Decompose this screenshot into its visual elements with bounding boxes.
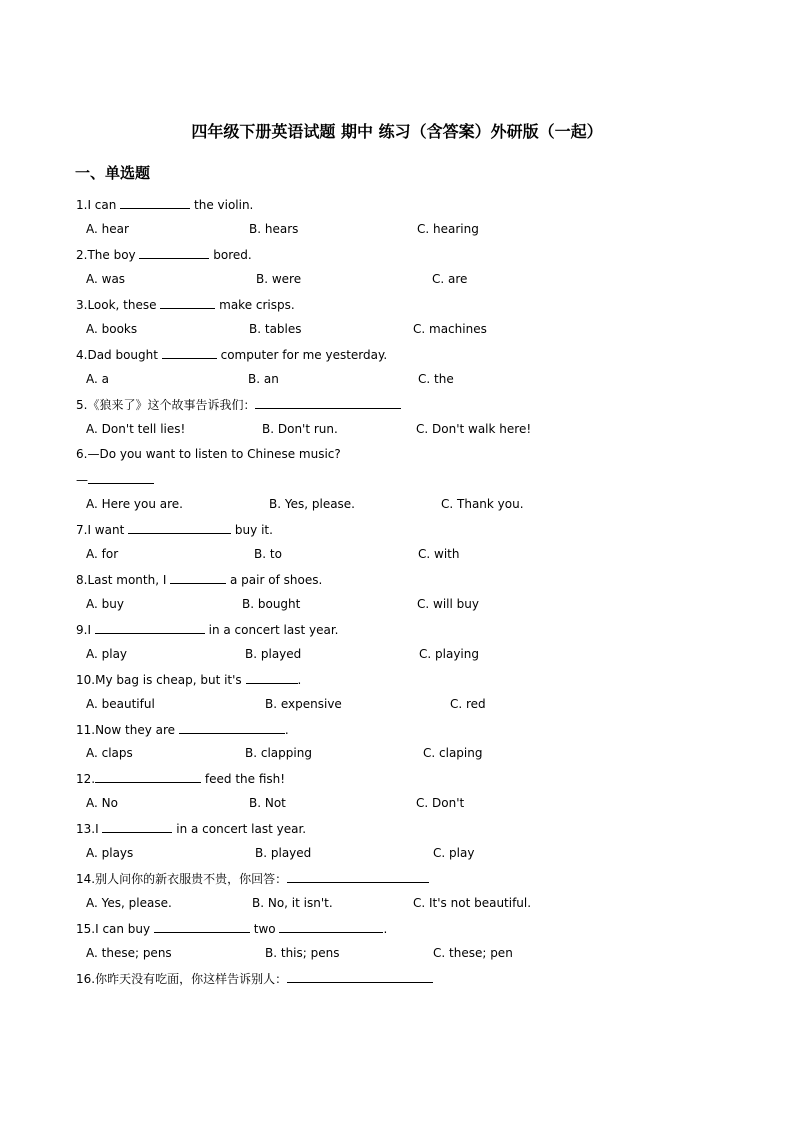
option-c[interactable]: C. hearing (417, 222, 479, 236)
option-a[interactable]: A. beautiful (86, 697, 155, 711)
question-text: bored. (209, 248, 252, 262)
question-text: 16.你昨天没有吃面，你这样告诉别人： (76, 972, 288, 986)
question-text: two (249, 922, 280, 936)
option-a[interactable]: A. hear (86, 222, 129, 236)
question-text: 12. (76, 772, 96, 786)
option-c[interactable]: C. these; pen (433, 946, 513, 960)
option-c[interactable]: C. claping (423, 746, 483, 760)
option-c[interactable]: C. machines (413, 322, 487, 336)
question-9 (76, 621, 338, 638)
question-text: in a concert last year. (204, 623, 339, 637)
option-a[interactable]: A. plays (86, 846, 134, 860)
response-line (76, 471, 154, 488)
answer-blank[interactable] (120, 196, 190, 209)
option-a[interactable]: A. claps (86, 746, 133, 760)
option-a[interactable]: A. play (86, 647, 128, 661)
question-13 (76, 820, 306, 837)
question-text: computer for me yesterday. (216, 348, 388, 362)
option-b[interactable]: B. Yes, please. (269, 497, 355, 511)
question-text: make crisps. (215, 298, 295, 312)
option-c[interactable]: C. the (418, 372, 454, 386)
option-b[interactable]: B. this; pens (265, 946, 340, 960)
option-c[interactable]: C. Don't walk here! (416, 422, 532, 436)
answer-blank[interactable] (279, 920, 383, 933)
option-c[interactable]: C. It's not beautiful. (413, 896, 532, 910)
question-text: 10.My bag is cheap, but it's (76, 673, 246, 687)
question-text: . (297, 673, 302, 687)
option-b[interactable]: B. tables (249, 322, 302, 336)
option-b[interactable]: B. played (255, 846, 312, 860)
option-c[interactable]: C. playing (419, 647, 479, 661)
question-2 (76, 246, 252, 263)
answer-blank[interactable] (95, 621, 205, 634)
question-1 (76, 196, 253, 213)
option-b[interactable]: B. Not (249, 796, 286, 810)
option-c[interactable]: C. will buy (417, 597, 479, 611)
question-15 (76, 920, 387, 937)
option-b[interactable]: B. Don't run. (262, 422, 338, 436)
question-text: 8.Last month, I (76, 573, 171, 587)
answer-blank[interactable] (287, 870, 429, 883)
question-14 (76, 870, 429, 887)
question-text: 15.I can buy (76, 922, 154, 936)
option-b[interactable]: B. hears (249, 222, 299, 236)
question-7 (76, 521, 273, 538)
question-text: in a concert last year. (172, 822, 307, 836)
question-8 (76, 571, 322, 588)
option-b[interactable]: B. No, it isn't. (252, 896, 333, 910)
answer-blank[interactable] (139, 246, 209, 259)
option-b[interactable]: B. clapping (245, 746, 312, 760)
option-b[interactable]: B. an (248, 372, 279, 386)
question-text: a pair of shoes. (226, 573, 323, 587)
document-title: 四年级下册英语试题 期中 练习（含答案）外研版（一起） (191, 122, 603, 141)
answer-blank[interactable] (95, 770, 201, 783)
option-b[interactable]: B. were (256, 272, 302, 286)
answer-blank[interactable] (287, 970, 433, 983)
answer-blank[interactable] (179, 721, 285, 734)
question-text: 11.Now they are (76, 723, 179, 737)
question-text: 6.—Do you want to listen to Chinese music? (76, 447, 341, 461)
answer-blank[interactable] (154, 920, 250, 933)
option-c[interactable]: C. Don't (416, 796, 465, 810)
answer-blank[interactable] (246, 671, 298, 684)
option-a[interactable]: A. was (86, 272, 126, 286)
question-4 (76, 346, 387, 363)
option-b[interactable]: B. bought (242, 597, 301, 611)
option-a[interactable]: A. these; pens (86, 946, 172, 960)
option-a[interactable]: A. No (86, 796, 118, 810)
option-a[interactable]: A. Yes, please. (86, 896, 172, 910)
option-b[interactable]: B. to (254, 547, 282, 561)
answer-blank[interactable] (162, 346, 217, 359)
option-c[interactable]: C. are (432, 272, 468, 286)
option-b[interactable]: B. played (245, 647, 302, 661)
question-10 (76, 671, 301, 688)
question-text: 9.I (76, 623, 95, 637)
option-c[interactable]: C. play (433, 846, 475, 860)
question-3 (76, 296, 295, 313)
option-a[interactable]: A. books (86, 322, 138, 336)
question-text: 2.The boy (76, 248, 140, 262)
answer-blank[interactable] (255, 396, 401, 409)
question-11 (76, 721, 289, 738)
question-text: 5.《狼来了》这个故事告诉我们： (76, 398, 256, 412)
answer-blank[interactable] (170, 571, 226, 584)
question-text: 4.Dad bought (76, 348, 162, 362)
option-c[interactable]: C. Thank you. (441, 497, 524, 511)
question-text: . (284, 723, 289, 737)
question-6 (76, 446, 341, 462)
option-a[interactable]: A. buy (86, 597, 124, 611)
question-text: 14.别人问你的新衣服贵不贵，你回答： (76, 872, 288, 886)
question-text: buy it. (231, 523, 273, 537)
option-a[interactable]: A. Here you are. (86, 497, 183, 511)
option-c[interactable]: C. red (450, 697, 486, 711)
question-12 (76, 770, 285, 787)
option-a[interactable]: A. a (86, 372, 109, 386)
question-text: feed the fish! (201, 772, 286, 786)
answer-blank[interactable] (128, 521, 231, 534)
option-c[interactable]: C. with (418, 547, 460, 561)
answer-blank[interactable] (160, 296, 215, 309)
question-text: the violin. (190, 198, 254, 212)
option-b[interactable]: B. expensive (265, 697, 342, 711)
question-5 (76, 396, 401, 413)
question-text: 1.I can (76, 198, 121, 212)
question-16 (76, 970, 433, 987)
question-text: 13.I (76, 822, 103, 836)
question-text: . (383, 922, 388, 936)
answer-blank[interactable] (88, 471, 154, 484)
question-text: 3.Look, these (76, 298, 161, 312)
dash: — (76, 473, 88, 487)
section-heading: 一、单选题 (75, 164, 151, 182)
question-text: 7.I want (76, 523, 129, 537)
option-a[interactable]: A. Don't tell lies! (86, 422, 186, 436)
answer-blank[interactable] (102, 820, 172, 833)
option-a[interactable]: A. for (86, 547, 119, 561)
